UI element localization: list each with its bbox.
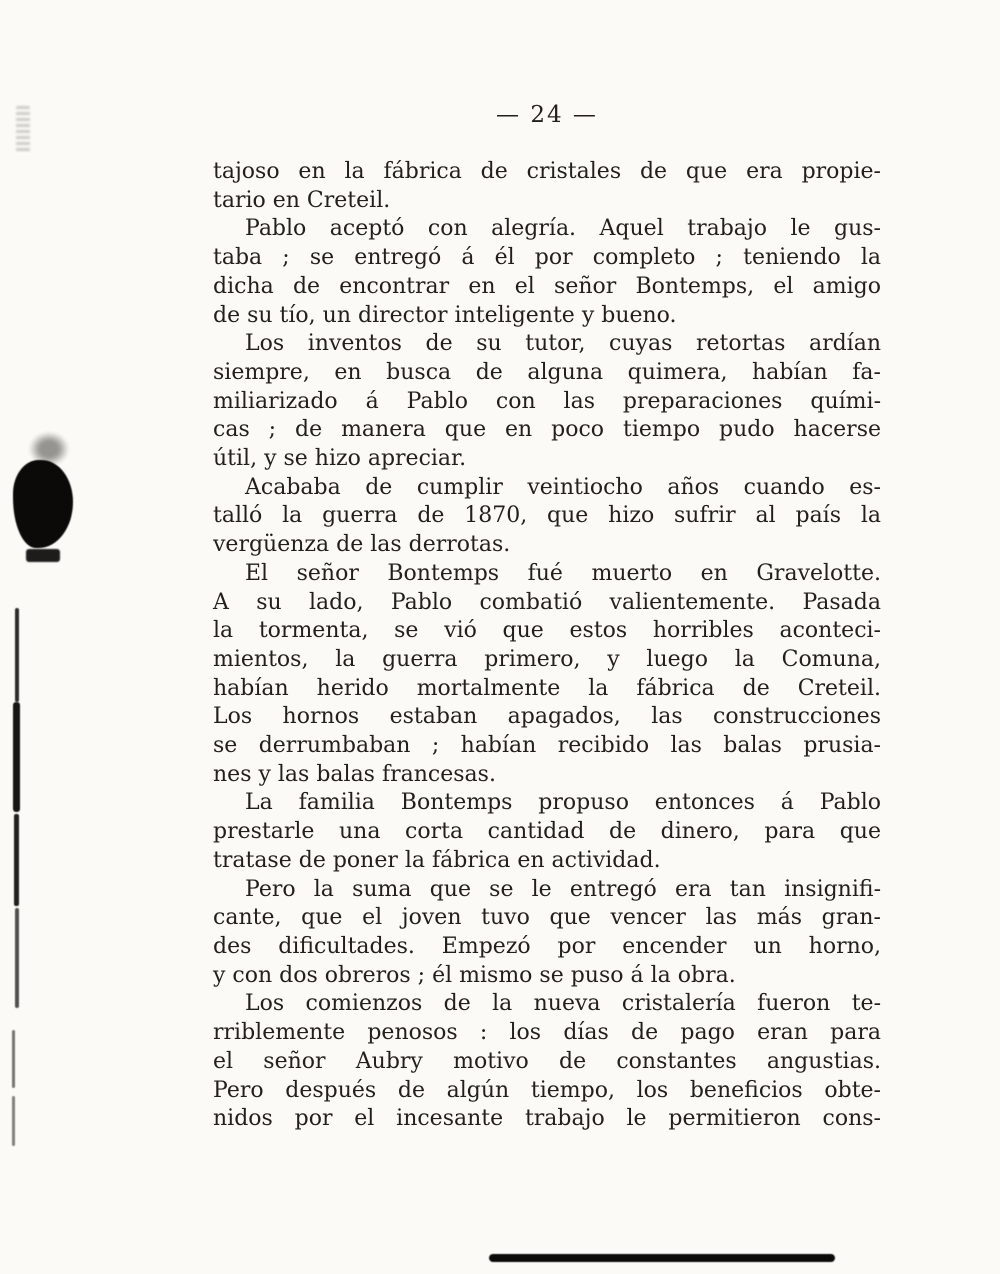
text-line: tratase de poner la fábrica en actividad. — [213, 847, 661, 873]
text-line: El señor Bontemps fué muerto en Gravelotte. — [245, 560, 881, 586]
text-line: se derrumbaban ; habían recibido las balas prusia- — [213, 733, 881, 759]
text-line: rriblemente penosos : los días de pago eran para — [213, 1020, 881, 1046]
text-line: Los hornos estaban apagados, las construcciones — [213, 704, 881, 730]
ink-smudge-top-left — [16, 106, 30, 152]
ink-blob-side — [42, 498, 70, 530]
text-line: de su tío, un director inteligente y bueno. — [213, 302, 677, 328]
text-line: útil, y se hizo apreciar. — [213, 446, 467, 472]
text-line: nes y las balas francesas. — [213, 761, 496, 787]
text-line: Los inventos de su tutor, cuyas retortas ardían — [245, 331, 881, 357]
ink-blob-dash — [26, 549, 60, 562]
text-line: nidos por el incesante trabajo le permitieron cons- — [213, 1106, 881, 1132]
text-line: mientos, la guerra primero, y luego la Comuna, — [213, 646, 881, 672]
text-block — [213, 158, 881, 1134]
text-line: vergüenza de las derrotas. — [213, 532, 511, 558]
text-line: dicha de encontrar en el señor Bontemps, el amigo — [213, 273, 881, 299]
ink-streak-2 — [13, 702, 20, 812]
text-line: Pero la suma que se le entregó era tan insignifi- — [245, 876, 881, 902]
text-line: Pero después de algún tiempo, los beneficios obte- — [213, 1077, 881, 1103]
ink-bar-bottom — [489, 1254, 835, 1262]
ink-streak-5 — [12, 1030, 15, 1088]
text-line: Los comienzos de la nueva cristalería fueron te- — [245, 991, 881, 1017]
text-line: cas ; de manera que en poco tiempo pudo hacerse — [213, 417, 881, 443]
text-line: siempre, en busca de alguna quimera, habían fa- — [213, 359, 881, 385]
text-line: Acababa de cumplir veintiocho años cuando es- — [245, 474, 881, 500]
ink-streak-1 — [15, 608, 19, 702]
text-line: la tormenta, se vió que estos horribles aconteci- — [213, 618, 881, 644]
text-line: taba ; se entregó á él por completo ; teniendo la — [213, 245, 881, 271]
ink-streak-6 — [12, 1096, 15, 1146]
text-line: prestarle una corta cantidad de dinero, para que — [213, 819, 881, 845]
text-line: tario en Creteil. — [213, 187, 391, 213]
text-line: talló la guerra de 1870, que hizo sufrir al país la — [213, 503, 881, 529]
text-line: el señor Aubry motivo de constantes angustias. — [213, 1048, 881, 1074]
text-line: tajoso en la fábrica de cristales de que era propie- — [213, 159, 881, 184]
text-line: A su lado, Pablo combatió valientemente. Pasada — [213, 589, 881, 615]
ink-streak-3 — [14, 814, 19, 906]
text-line: La familia Bontemps propuso entonces á Pablo — [245, 790, 881, 816]
text-line: des dificultades. Empezó por encender un horno, — [213, 933, 881, 959]
ink-streak-4 — [15, 908, 19, 1008]
text-line: cante, que el joven tuvo que vencer las más gran- — [213, 905, 881, 931]
text-line: habían herido mortalmente la fábrica de Creteil. — [213, 675, 881, 701]
text-line: Pablo aceptó con alegría. Aquel trabajo le gus- — [245, 216, 881, 242]
text-line: miliarizado á Pablo con las preparaciones quími- — [213, 388, 881, 414]
page-number: — 24 — — [496, 102, 598, 128]
text-line: y con dos obreros ; él mismo se puso á la obra. — [213, 962, 736, 988]
